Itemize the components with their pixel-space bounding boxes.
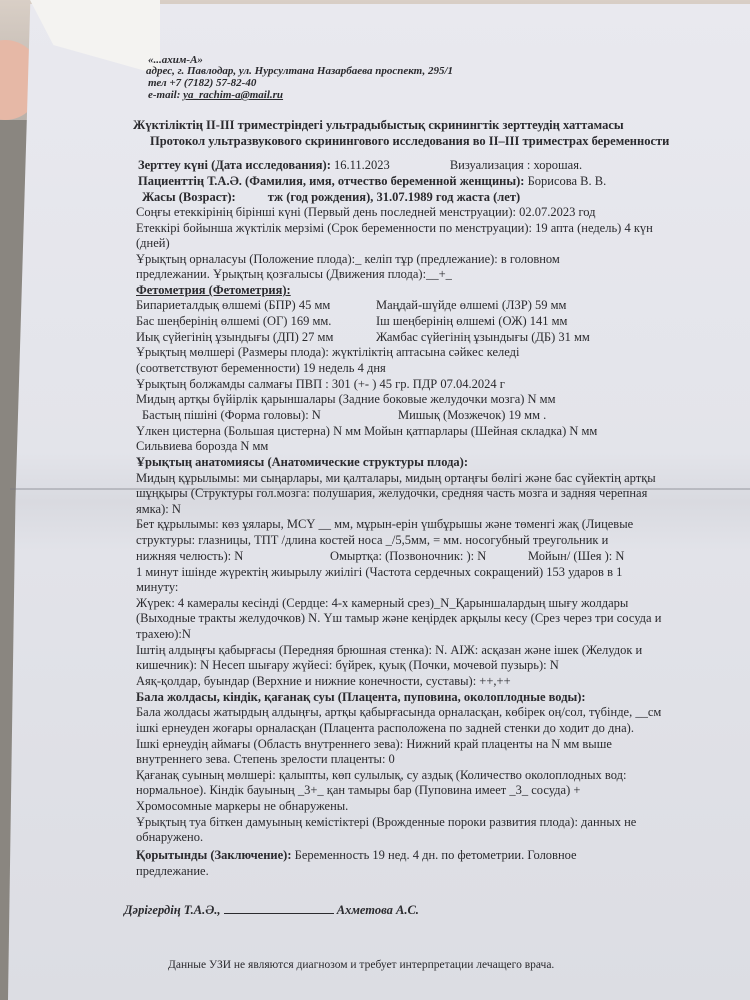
internal-os-cont: внутреннего зева. Степень зрелости плаценты: 0: [136, 752, 395, 766]
face-structures-cont: структуры: глазницы, ТПТ /длина костей носа _/5,5мм, = мм. носогубный треугольник и: [136, 533, 609, 547]
heart-end: трахею):N: [136, 627, 191, 641]
conclusion: Қорытынды (Заключение): Беременность 19 нед. 4 дн. по фетометрии. Головное: [136, 848, 577, 862]
placenta-location-cont: ішкі ернеуден жоғары орналасқан (Плацента расположена по задней стенки до ходит до дна).: [136, 721, 634, 735]
head-shape: Бастың пішіні (Форма головы): N: [142, 408, 321, 422]
internal-os: Ішкі ернеудің аймағы (Область внутреннего зева): Нижний край плаценты на N мм выше: [136, 737, 612, 751]
fetal-position-cont: предлежании. Ұрықтың қозғалысы (Движения плода):__+_: [136, 267, 452, 281]
patient-age: Жасы (Возраст): тж (год рождения), 31.07.1989 год жаста (лет): [142, 190, 521, 204]
ga-by-lmp: Етеккірі бойынша жүктілік мерзімі (Срок беременности по менструации): 19 апта (недель) 4 күн: [136, 221, 653, 235]
ga-by-lmp-cont: (дней): [136, 236, 170, 250]
signature-line: [224, 902, 334, 914]
brain-structures-end: ямка): N: [136, 502, 181, 516]
doctor-signature: Дәрігердің Т.А.Ә., Ахметова А.С.: [124, 903, 419, 917]
amniotic-fluid-cont: нормальное). Кіндік бауының _3+_ қан тамыры бар (Пуповина имеет _3_ сосуда) +: [136, 783, 581, 797]
abdominal-wall-cont: кишечник): N Несеп шығару жүйесі: бүйрек, қуық (Почки, мочевой пузырь): N: [136, 658, 559, 672]
title-kz: Жүктіліктің ІІ-ІІІ триместріндегі ультрадыбыстық скринингтік зерттеудің хаттамасы: [133, 118, 624, 132]
patient-name: Пациенттің Т.А.Ә. (Фамилия, имя, отчество беременной женщины): Борисова В. В.: [138, 174, 607, 188]
fetal-weight: Ұрықтың болжамды салмағы ПВП : 301 (+- ) 45 гр. ПДР 07.04.2024 г: [136, 377, 505, 391]
brain-structures-cont: шұңқыры (Структуры гол.мозга: полушария, желудочки, средняя часть мозга и задняя черепная: [136, 486, 648, 500]
congenital-defects-cont: обнаружено.: [136, 830, 204, 844]
face-structures-end: нижняя челюсть): N: [136, 549, 244, 563]
fetal-size-cont: (соответствуют беременности) 19 недель 4 дня: [136, 361, 386, 375]
lzr-value: Маңдай-шүйде өлшемі (ЛЗР) 59 мм: [376, 298, 567, 312]
placenta-location: Бала жолдасы жатырдың алдыңғы, артқы қабырғасында орналасқан, көбірек оң/сол, түбінде, __см: [136, 705, 662, 719]
fetal-size: Ұрықтың мөлшері (Размеры плода): жүктіліктің аптасына сәйкес келеді: [136, 345, 520, 359]
cerebellum: Мишық (Мозжечок) 19 мм .: [398, 408, 547, 422]
heart-rate-cont: минуту:: [136, 580, 179, 594]
footer-note: Данные УЗИ не являются диагнозом и требует интерпретации лечащего врача.: [168, 959, 555, 971]
email-link: ya_rachim-a@mail.ru: [183, 89, 284, 101]
sylvian-fissure: Сильвиева борозда N мм: [136, 439, 269, 453]
abdominal-wall: Іштің алдыңғы қабырғасы (Передняя брюшная стенка): N. АІЖ: асқазан және ішек (Желудок и: [136, 643, 643, 657]
neck: Мойын/ (Шея ): N: [528, 549, 625, 563]
db-value: Жамбас сүйегінің ұзындығы (ДБ) 31 мм: [376, 330, 590, 344]
ozh-value: Іш шеңберінің өлшемі (ОЖ) 141 мм: [376, 314, 568, 328]
clinic-phone: тел +7 (7182) 57-82-40: [148, 77, 257, 89]
posterior-ventricles: Мидың артқы бүйірлік қарыншалары (Задние боковые желудочки мозга) N мм: [136, 392, 556, 406]
cisterna-magna: Үлкен цистерна (Большая цистерна) N мм Мойын қатпарлары (Шейная складка) N мм: [136, 424, 598, 438]
anatomy-heading: Ұрықтың анатомиясы (Анатомические структуры плода):: [136, 455, 468, 469]
heart-rate: 1 минут ішінде жүректің жиырылу жиілігі (Частота сердечных сокращений) 153 ударов в 1: [136, 565, 623, 579]
clinic-email: e-mail: ya_rachim-a@mail.ru: [148, 89, 284, 101]
bpr-value: Бипариеталдық өлшемі (БПР) 45 мм: [136, 298, 331, 312]
congenital-defects: Ұрықтың туа біткен дамуының кемістіктері (Врожденные пороки развития плода): данных не: [136, 815, 637, 829]
chromosomal-markers: Хромосомные маркеры не обнаружены.: [136, 799, 349, 813]
limbs: Аяқ-қолдар, буындар (Верхние и нижние конечности, суставы): ++,++: [136, 674, 511, 688]
heart: Жүрек: 4 камералы кесінді (Сердце: 4-х камерный срез)_N_Қарыншалардың шығу жолдары: [136, 596, 629, 610]
conclusion-cont: предлежание.: [136, 864, 209, 878]
heart-cont: (Выходные тракты желудочков) N. Үш тамыр және кеңірдек арқылы кесу (Срез через три сосуда и: [136, 611, 662, 625]
exam-date: Зерттеу күні (Дата исследования): 16.11.2023 Визуализация : хорошая.: [138, 158, 583, 172]
face-structures: Бет құрылымы: көз ұялары, МСҮ __ мм, мұрын-ерін үшбұрышы және төменгі жақ (Лицевые: [136, 517, 634, 531]
brain-structures: Мидың құрылымы: ми сыңарлары, ми қалталары, мидың ортаңғы бөлігі және бас сүйектің артқы: [136, 471, 656, 485]
amniotic-fluid: Қағанақ суының мөлшері: қалыпты, көп сулылық, су аздық (Количество околоплодных вод:: [136, 768, 627, 782]
dp-value: Иық сүйегінің ұзындығы (ДП) 27 мм: [136, 330, 334, 344]
spine: Омыртқа: (Позвоночник: ): N: [330, 549, 487, 563]
lmp-date: Соңғы етеккірінің бірінші күні (Первый день последней менструации): 02.07.2023 год: [136, 205, 596, 219]
fetometry-heading: Фетометрия (Фетометрия):: [136, 283, 291, 297]
clinic-name: «...ахим-А»: [148, 54, 203, 66]
fetal-position: Ұрықтың орналасуы (Положение плода):_ келіп тұр (предлежание): в головном: [136, 252, 560, 266]
og-value: Бас шеңберінің өлшемі (ОГ) 169 мм.: [136, 314, 332, 328]
placenta-heading: Бала жолдасы, кіндік, қағанақ суы (Плацента, пуповина, околоплодные воды):: [136, 690, 586, 704]
title-ru: Протокол ультразвукового скринингового исследования во ІІ–ІІІ триместрах беременности: [150, 134, 670, 148]
clinic-address: адрес, г. Павлодар, ул. Нурсултана Назарбаева проспект, 295/1: [146, 65, 454, 77]
